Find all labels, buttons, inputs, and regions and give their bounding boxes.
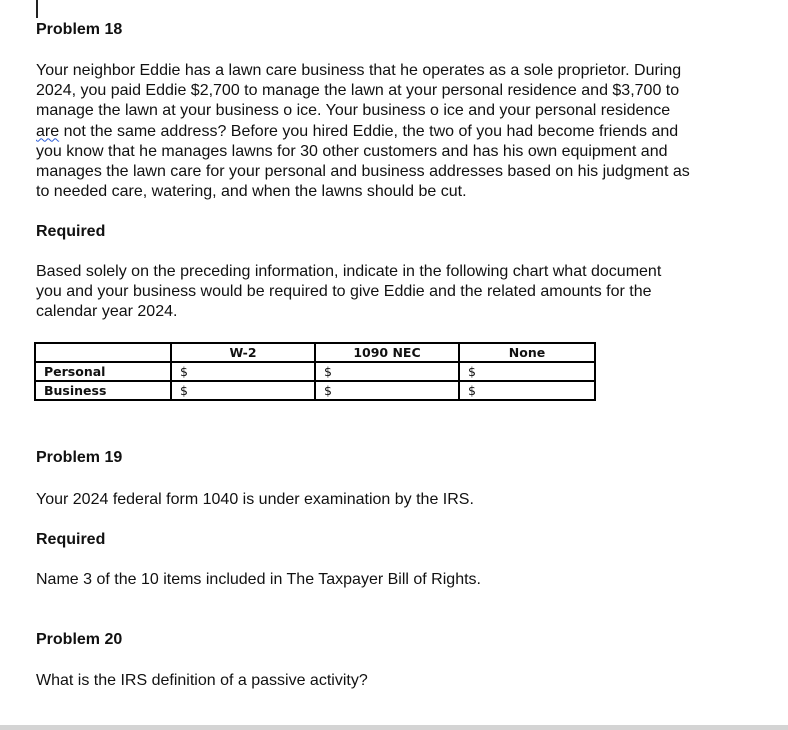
- instruction-line: you and your business would be required to give Eddie and the related amounts for the: [36, 283, 652, 301]
- paragraph-line: [36, 122, 736, 142]
- amount-cell[interactable]: $: [171, 381, 315, 400]
- problem-19-required-label: Required: [36, 531, 106, 548]
- problem-19-text: Your 2024 federal form 1040 is under examination by the IRS.: [36, 491, 474, 508]
- problem-20-title: Problem 20: [36, 631, 123, 648]
- problem-19-question: Name 3 of the 10 items included in The Taxpayer Bill of Rights.: [36, 571, 481, 588]
- table-row: [35, 381, 595, 400]
- table-header-row: [35, 343, 595, 362]
- text-cursor: [36, 0, 38, 18]
- amount-cell[interactable]: $: [315, 381, 459, 400]
- paragraph-line: Your neighbor Eddie has a lawn care business that he operates as a sole proprietor. During: [36, 62, 682, 79]
- horizontal-scrollbar[interactable]: [0, 725, 788, 730]
- instruction-line: calendar year 2024.: [36, 303, 178, 321]
- row-label-business: Business: [35, 381, 171, 400]
- amount-cell[interactable]: $: [171, 362, 315, 381]
- amount-cell[interactable]: $: [459, 362, 595, 381]
- document-chart-table: [34, 342, 596, 401]
- problem-18-paragraph: [36, 61, 736, 202]
- paragraph-line: 2024, you paid Eddie $2,700 to manage the lawn at your personal residence and $3,700 to: [36, 82, 680, 100]
- table-row: [35, 362, 595, 381]
- paragraph-line: to needed care, watering, and when the lawns should be cut.: [36, 183, 467, 201]
- table-header-cell: W-2: [171, 343, 315, 362]
- spellcheck-flagged-word[interactable]: are: [36, 122, 60, 140]
- amount-cell[interactable]: $: [315, 362, 459, 381]
- amount-cell[interactable]: $: [459, 381, 595, 400]
- required-label: Required: [36, 223, 106, 240]
- paragraph-line-rest: not the same address? Before you hired Eddie, the two of you had become friends and: [59, 122, 679, 140]
- table-header-cell: 1090 NEC: [315, 343, 459, 362]
- problem-20-question: What is the IRS definition of a passive activity?: [36, 672, 368, 689]
- table-header-cell: [35, 343, 171, 362]
- problem-18-title: Problem 18: [36, 21, 123, 38]
- table-header-cell: None: [459, 343, 595, 362]
- paragraph-line: you know that he manages lawns for 30 other customers and has his own equipment and: [36, 142, 668, 160]
- paragraph-line: manages the lawn care for your personal and business addresses based on his judgment as: [36, 163, 690, 181]
- instruction-line: Based solely on the preceding information, indicate in the following chart what document: [36, 263, 662, 280]
- problem-19-title: Problem 19: [36, 449, 123, 466]
- problem-18-instruction: [36, 262, 736, 323]
- paragraph-line: manage the lawn at your business o ice. Your business o ice and your personal residence: [36, 102, 671, 120]
- row-label-personal: Personal: [35, 362, 171, 381]
